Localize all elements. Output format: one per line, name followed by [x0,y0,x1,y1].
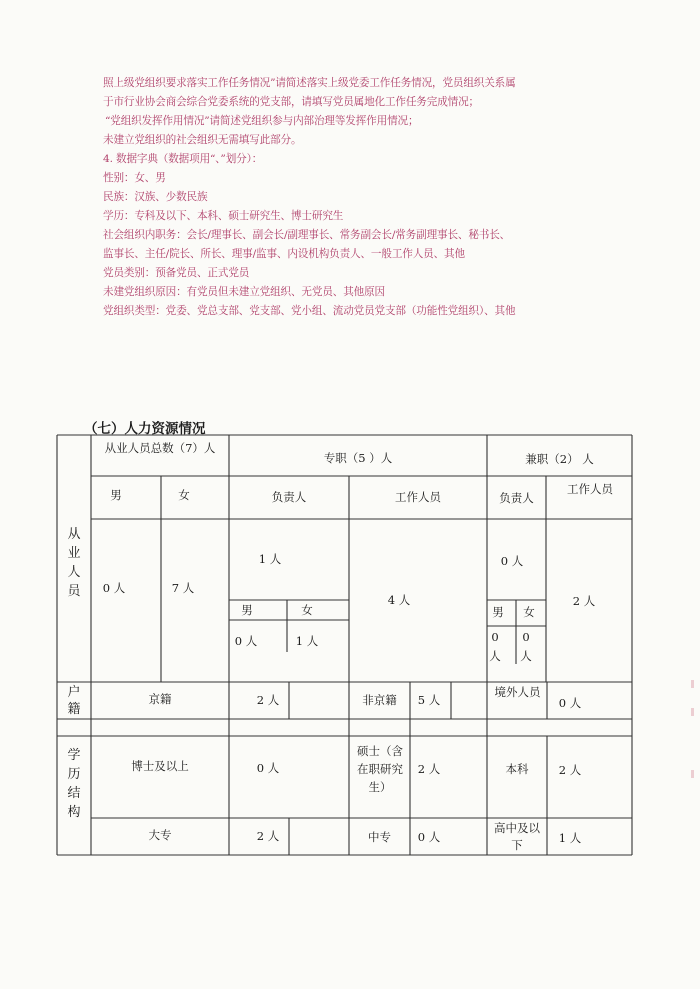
fulltime-leader-female-label: 女 [301,603,313,617]
parttime-leader-male-label: 男 [492,605,504,619]
master-value: 2 人 [417,762,441,776]
overseas-label: 境外人员 [494,685,541,699]
fulltime-leader-total: 1 人 [258,552,282,566]
highschool-value: 1 人 [558,831,582,845]
seal-edge-mark [691,770,694,778]
fulltime-leader-female-value: 1 人 [295,634,319,648]
staff-row-label: 从业人员 [67,527,81,599]
male-header: 男 [110,488,122,502]
note-line: 党员类别：预备党员、正式党员 [103,267,250,279]
overseas-value: 0 人 [558,696,582,710]
fulltime-leader-male-label: 男 [241,603,253,617]
total-female-value: 7 人 [171,581,195,595]
female-header: 女 [178,488,190,502]
fulltime-leader-male-value: 0 人 [234,634,258,648]
college-label: 大专 [148,828,172,842]
phd-value: 0 人 [256,761,280,775]
fulltime-leader-header: 负责人 [271,490,307,504]
nonbeijing-value: 5 人 [417,693,441,707]
education-row-label: 学历结构 [67,748,81,820]
nonbeijing-label: 非京籍 [362,693,397,707]
seal-edge-mark [691,680,694,688]
phd-label: 博士及以上 [131,759,189,773]
note-line: 未建党组织原因：有党员但未建立党组织、无党员、其他原因 [103,286,385,298]
note-line: 4. 数据字典（数据项用“、”划分）： [103,153,263,165]
parttime-leader-female-label: 女 [523,605,535,619]
note-line: 于市行业协会商会综合党委系统的党支部，请填写党员属地化工作任务完成情况； [103,96,479,108]
note-line: 学历：专科及以下、本科、硕士研究生、博士研究生 [103,210,344,222]
fulltime-worker-header: 工作人员 [395,490,441,504]
bachelor-label: 本科 [505,762,529,776]
section-title: （七）人力资源情况 [84,421,206,437]
parttime-worker-header: 工作人员 [567,482,613,496]
total-staff-header: 从业人员总数（7）人 [104,441,216,455]
note-line: 党组织类型：党委、党总支部、党支部、党小组、流动党员党支部（功能性党组织）、其他 [103,305,516,317]
seal-edge-mark [691,708,694,716]
beijing-label: 京籍 [148,692,172,706]
note-line: 民族：汉族、少数民族 [103,191,208,203]
note-line: “党组织发挥作用情况”请简述党组织参与内部治理等发挥作用情况； [105,115,419,127]
parttime-leader-header: 负责人 [499,491,534,505]
total-male-value: 0 人 [102,581,126,595]
parttime-leader-female-value: 0 人 [520,630,532,663]
parttime-leader-total: 0 人 [500,554,524,568]
note-line: 照上级党组织要求落实工作任务情况”请简述落实上级党委工作任务情况，党员组织关系属 [103,77,516,89]
technical-label: 中专 [368,830,391,844]
parttime-header: 兼职（2） 人 [525,452,594,466]
fulltime-worker-total: 4 人 [387,593,411,607]
technical-value: 0 人 [417,830,441,844]
hukou-row-label: 户籍 [67,685,81,717]
parttime-worker-total: 2 人 [572,594,596,608]
fulltime-header: 专职（5 ）人 [323,451,393,465]
master-label: 硕士（含在职研究生） [357,744,403,794]
bachelor-value: 2 人 [558,763,582,777]
beijing-value: 2 人 [256,693,280,707]
note-line: 社会组织内职务：会长/理事长、副会长/副理事长、常务副会长/常务副理事长、秘书长、 [103,229,511,241]
highschool-label: 高中及以下 [494,821,540,852]
note-line: 未建立党组织的社会组织无需填写此部分。 [103,134,302,146]
note-line: 监事长、主任/院长、所长、理事/监事、内设机构负责人、一般工作人员、其他 [103,248,465,260]
note-line: 性别：女、男 [103,172,166,184]
parttime-leader-male-value: 0 人 [489,630,501,663]
college-value: 2 人 [256,829,280,843]
